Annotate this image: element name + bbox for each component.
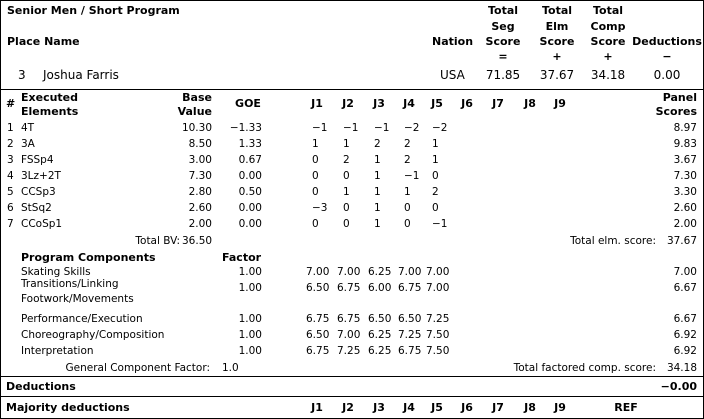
component-judge-score: 7.50 [426,329,450,341]
element-judge-score: 1 [404,186,411,198]
component-factor: 1.00 [238,282,262,294]
elements-hash-header: # [6,97,16,110]
element-judge-score: 1 [374,186,381,198]
element-judge-score: 2 [374,138,381,150]
element-base-value: 2.60 [188,202,212,214]
component-judge-score: 7.00 [426,282,450,294]
majority-ref: REF [614,401,638,414]
total-elm-header-3: Score [539,35,575,48]
component-name: Choreography/Composition [21,329,165,341]
component-panel-score: 7.00 [673,266,697,278]
element-number: 1 [7,122,14,134]
judge-header-4: J4 [403,97,415,110]
component-judge-score: 7.00 [306,266,330,278]
majority-judge-7: J7 [492,401,504,414]
deductions-header-sign: − [662,50,672,63]
element-judge-score: 0 [404,218,411,230]
component-judge-score: 6.50 [368,313,392,325]
element-panel-score: 2.60 [673,202,697,214]
goe-header: GOE [235,97,261,110]
skater-name: Joshua Farris [43,68,119,82]
component-judge-score: 7.25 [398,329,422,341]
element-panel-score: 2.00 [673,218,697,230]
element-judge-score: 1 [374,154,381,166]
judge-header-2: J2 [342,97,354,110]
element-name: FSSp4 [21,154,54,166]
element-panel-score: 3.30 [673,186,697,198]
element-panel-score: 8.97 [673,122,697,134]
component-judge-score: 7.50 [426,345,450,357]
total-seg-header-2: Seg [491,20,515,33]
component-factor: 1.00 [238,266,262,278]
element-judge-score: 0 [312,218,319,230]
gcf-value: 1.0 [222,362,239,374]
total-elm-header-4: + [552,50,562,63]
element-goe: 0.00 [238,218,262,230]
divider-deductions [0,396,704,397]
element-judge-score: 1 [343,138,350,150]
judge-header-3: J3 [373,97,385,110]
element-number: 3 [7,154,14,166]
border-top [0,0,704,1]
component-factor: 1.00 [238,345,262,357]
element-name: StSq2 [21,202,52,214]
element-base-value: 2.80 [188,186,212,198]
nation-header: Nation [432,35,474,48]
element-judge-score: 1 [374,218,381,230]
total-comp-header-2: Comp [590,20,626,33]
total-comp-header-3: Score [590,35,626,48]
element-judge-score: 1 [374,202,381,214]
program-components-header: Program Components [21,251,156,264]
skater-elm-score: 37.67 [539,68,575,82]
element-goe: 0.50 [238,186,262,198]
element-judge-score: −1 [432,218,448,230]
element-base-value: 10.30 [181,122,212,134]
element-judge-score: −2 [432,122,448,134]
majority-judge-3: J3 [373,401,385,414]
element-judge-score: 2 [343,154,350,166]
element-name: CCSp3 [21,186,56,198]
element-goe: 0.67 [238,154,262,166]
component-panel-score: 6.67 [673,313,697,325]
element-goe: 0.00 [238,170,262,182]
element-base-value: 8.50 [188,138,212,150]
majority-judge-9: J9 [554,401,566,414]
total-seg-header-3: Score [485,35,521,48]
skater-deductions: 0.00 [653,68,681,82]
total-bv-value: 36.50 [182,235,213,247]
element-goe: −1.33 [229,122,262,134]
component-factor: 1.00 [238,313,262,325]
component-judge-score: 6.50 [306,282,330,294]
deductions-header: Deductions [632,35,702,48]
judge-header-1: J1 [311,97,323,110]
element-judge-score: 1 [432,154,439,166]
element-name: CCoSp1 [21,218,63,230]
element-number: 6 [7,202,14,214]
element-name: 3A [21,138,35,150]
component-judge-score: 7.25 [337,345,361,357]
component-name: Skating Skills [21,266,91,278]
component-judge-score: 6.50 [306,329,330,341]
majority-judge-5: J5 [431,401,443,414]
component-judge-score: 6.75 [337,313,361,325]
component-judge-score: 7.00 [337,266,361,278]
element-base-value: 2.00 [188,218,212,230]
factor-header: Factor [222,251,262,264]
majority-deductions-label: Majority deductions [6,401,130,414]
place-name-header: Place Name [7,35,80,48]
component-judge-score: 6.50 [398,313,422,325]
deductions-label: Deductions [6,380,76,393]
base-value-header-1: Base [182,91,212,104]
element-judge-score: 0 [432,202,439,214]
divider-components [0,376,704,377]
component-judge-score: 6.25 [368,345,392,357]
component-name: Interpretation [21,345,94,357]
total-elm-value: 37.67 [666,235,697,247]
component-judge-score: 6.25 [368,329,392,341]
element-judge-score: 0 [312,154,319,166]
element-judge-score: −1 [312,122,328,134]
total-comp-value: 34.18 [666,362,697,374]
element-judge-score: 0 [343,202,350,214]
skater-nation: USA [440,68,465,82]
element-base-value: 3.00 [188,154,212,166]
executed-elements-header-2: Elements [21,105,79,118]
gcf-label: General Component Factor: [65,362,210,374]
element-judge-score: 0 [343,218,350,230]
element-goe: 0.00 [238,202,262,214]
element-judge-score: 0 [404,202,411,214]
total-elm-header-2: Elm [545,20,569,33]
component-panel-score: 6.92 [673,345,697,357]
component-judge-score: 7.00 [398,266,422,278]
element-number: 5 [7,186,14,198]
element-number: 7 [7,218,14,230]
total-bv-label: Total BV: [135,235,180,247]
component-judge-score: 7.00 [426,266,450,278]
panel-scores-header-1: Panel [662,91,697,104]
element-judge-score: 1 [312,138,319,150]
majority-judge-1: J1 [311,401,323,414]
majority-judge-6: J6 [461,401,473,414]
majority-judge-8: J8 [524,401,536,414]
element-number: 2 [7,138,14,150]
border-left [0,0,1,419]
majority-judge-2: J2 [342,401,354,414]
component-judge-score: 7.00 [337,329,361,341]
component-name: Transitions/Linking [21,278,119,290]
element-judge-score: 2 [404,154,411,166]
majority-judge-4: J4 [403,401,415,414]
component-judge-score: 6.75 [398,282,422,294]
skater-place: 3 [18,68,26,82]
judge-header-5: J5 [431,97,443,110]
element-judge-score: 1 [374,170,381,182]
element-judge-score: −3 [312,202,328,214]
element-judge-score: 0 [343,170,350,182]
element-goe: 1.33 [238,138,262,150]
element-judge-score: −1 [343,122,359,134]
element-base-value: 7.30 [188,170,212,182]
element-judge-score: 1 [343,186,350,198]
total-comp-label: Total factored comp. score: [513,362,656,374]
executed-elements-header-1: Executed [21,91,79,104]
total-seg-header-4: = [498,50,508,63]
total-elm-header-1: Total [541,4,573,17]
divider-skater [0,89,704,90]
component-judge-score: 6.75 [398,345,422,357]
element-judge-score: −1 [404,170,420,182]
component-judge-score: 7.25 [426,313,450,325]
component-name: Performance/Execution [21,313,143,325]
component-panel-score: 6.67 [673,282,697,294]
element-judge-score: −2 [404,122,420,134]
element-judge-score: 0 [432,170,439,182]
sheet-title: Senior Men / Short Program [7,4,180,17]
component-factor: 1.00 [238,329,262,341]
element-number: 4 [7,170,14,182]
element-judge-score: 2 [432,186,439,198]
element-panel-score: 3.67 [673,154,697,166]
component-judge-score: 6.75 [306,345,330,357]
judge-header-8: J8 [524,97,536,110]
judge-header-6: J6 [461,97,473,110]
total-comp-header-1: Total [592,4,624,17]
component-judge-score: 6.75 [337,282,361,294]
component-judge-score: 6.75 [306,313,330,325]
element-judge-score: 0 [312,186,319,198]
element-panel-score: 9.83 [673,138,697,150]
component-name: Footwork/Movements [21,293,134,305]
deductions-value: −0.00 [660,380,697,393]
element-name: 4T [21,122,35,134]
component-panel-score: 6.92 [673,329,697,341]
element-judge-score: 0 [312,170,319,182]
base-value-header-2: Value [177,105,212,118]
element-name: 3Lz+2T [21,170,61,182]
judge-header-7: J7 [492,97,504,110]
element-judge-score: −1 [374,122,390,134]
panel-scores-header-2: Scores [655,105,697,118]
skater-comp-score: 34.18 [590,68,626,82]
component-judge-score: 6.00 [368,282,392,294]
skater-seg-score: 71.85 [485,68,521,82]
component-judge-score: 6.25 [368,266,392,278]
element-judge-score: 2 [404,138,411,150]
total-elm-label: Total elm. score: [570,235,656,247]
element-panel-score: 7.30 [673,170,697,182]
total-seg-header-1: Total [487,4,519,17]
total-comp-header-4: + [603,50,613,63]
judge-header-9: J9 [554,97,566,110]
element-judge-score: 1 [432,138,439,150]
